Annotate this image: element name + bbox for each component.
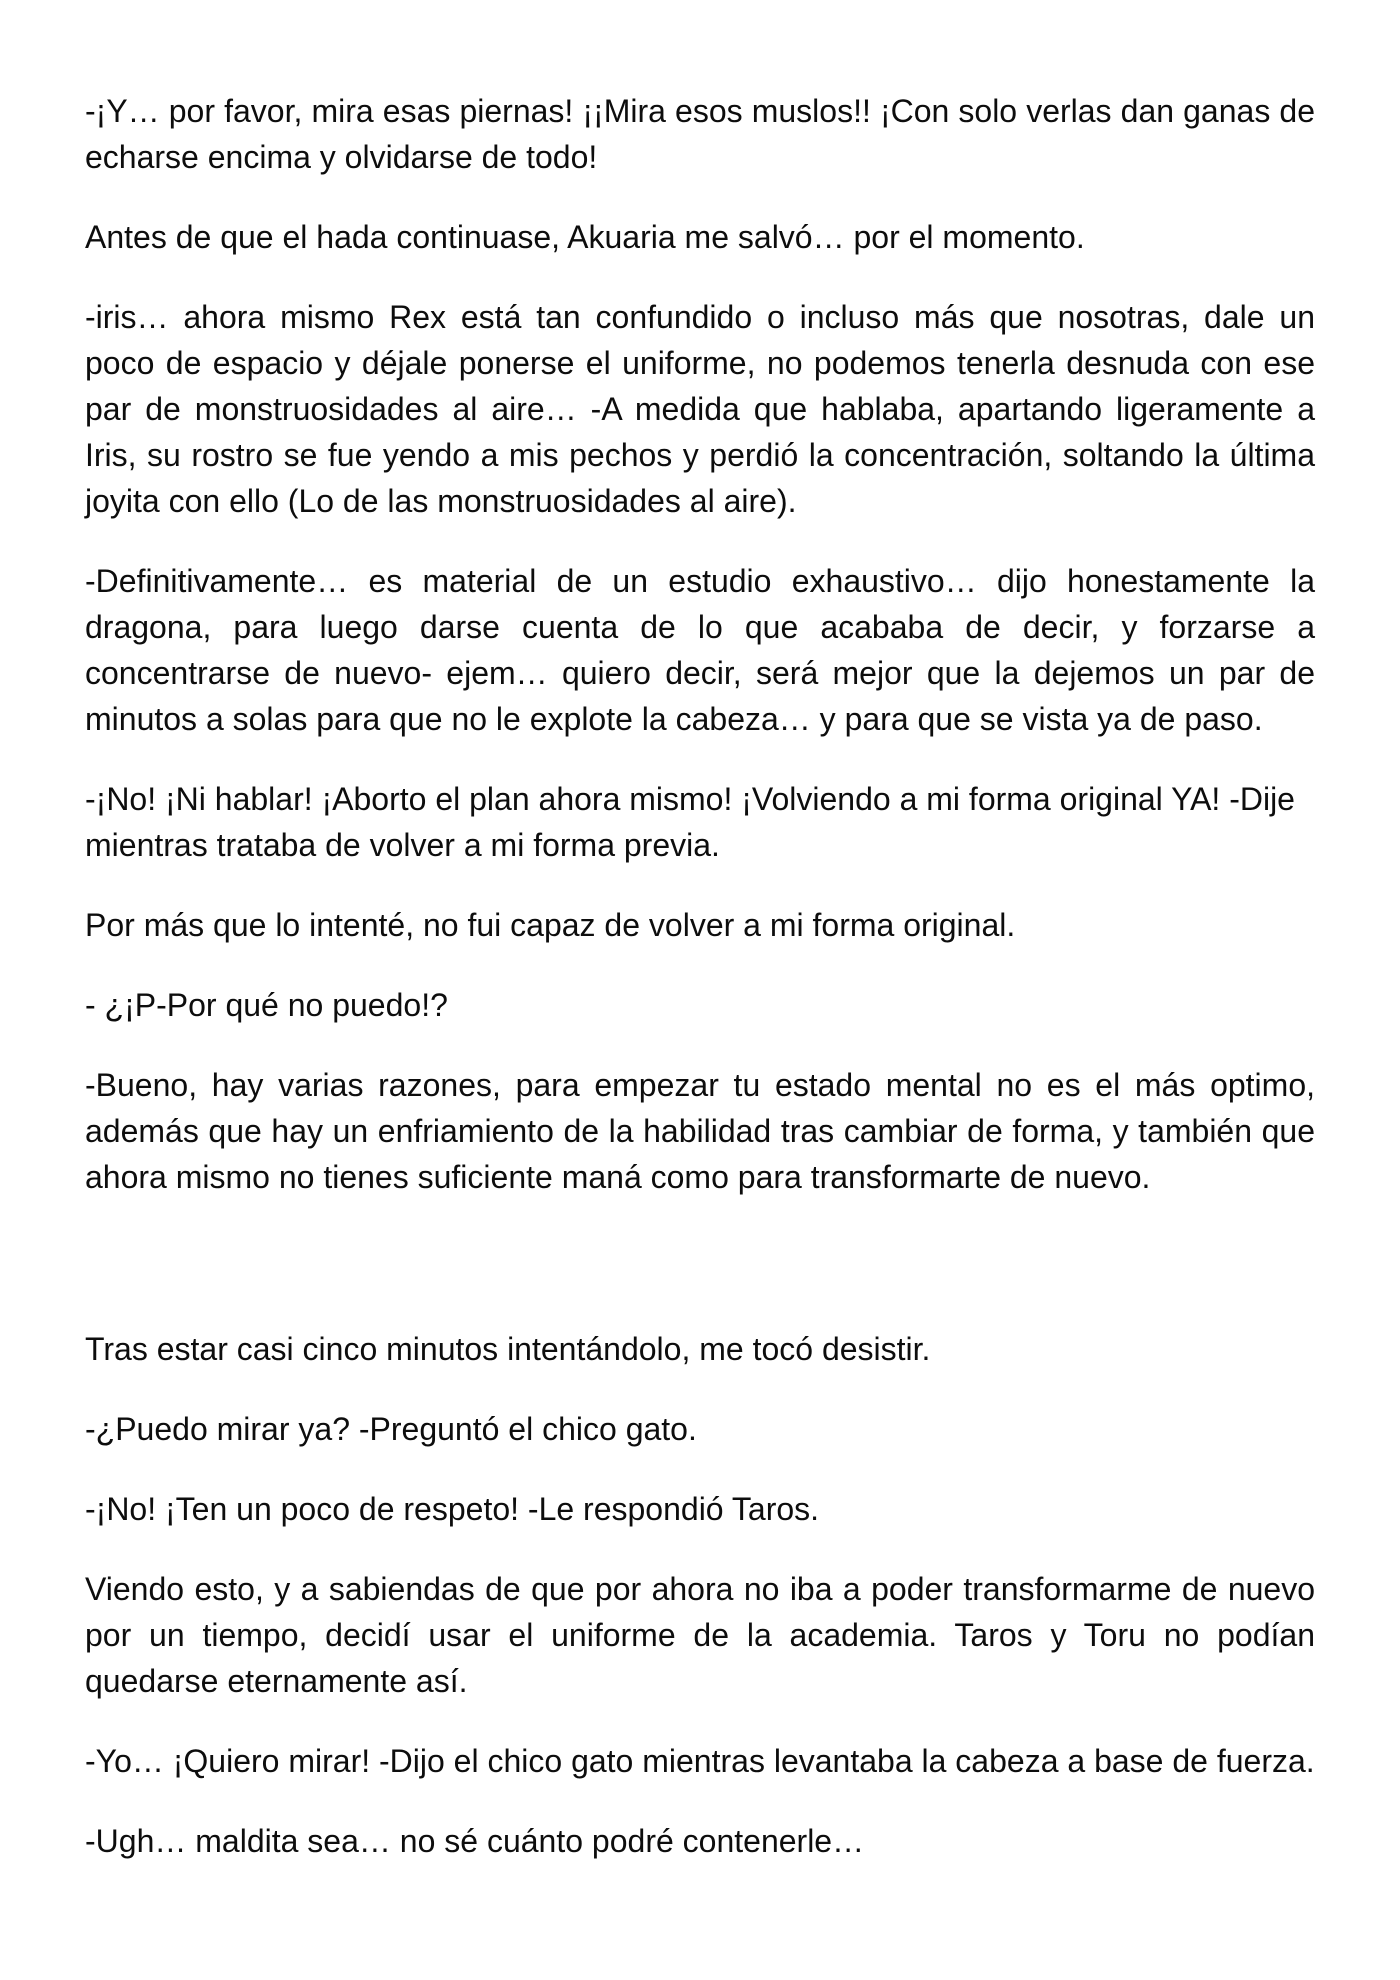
- paragraph: -Yo… ¡Quiero mirar! -Dijo el chico gato mientras levantaba la cabeza a base de fuerza.: [85, 1743, 1315, 1779]
- paragraph: -¡No! ¡Ni hablar! ¡Aborto el plan ahora mismo! ¡Volviendo a mi forma original YA! -Dije mientras trataba de volver a mi forma previa.: [85, 781, 1295, 863]
- paragraph: -Bueno, hay varias razones, para empezar tu estado mental no es el más optimo, además que hay un enfriamiento de la habilidad tras cambiar de forma, y también que ahora mismo no tienes suficiente maná como para transformarte de nuevo.: [85, 1067, 1315, 1195]
- paragraph: Viendo esto, y a sabiendas de que por ahora no iba a poder transformarme de nuevo por un tiempo, decidí usar el uniforme de la academia. Taros y Toru no podían quedarse eternamente así.: [85, 1571, 1315, 1699]
- paragraph: -¿Puedo mirar ya? -Preguntó el chico gato.: [85, 1411, 697, 1447]
- section-gap: [85, 1234, 1315, 1326]
- paragraph: - ¿¡P-Por qué no puedo!?: [85, 987, 448, 1023]
- paragraph: -¡No! ¡Ten un poco de respeto! -Le respondió Taros.: [85, 1491, 820, 1527]
- document-body: [85, 88, 1315, 1898]
- paragraph: Por más que lo intenté, no fui capaz de volver a mi forma original.: [85, 907, 1016, 943]
- paragraph: -Definitivamente… es material de un estudio exhaustivo… dijo honestamente la dragona, para luego darse cuenta de lo que acababa de decir, y forzarse a concentrarse de nuevo- ejem… quiero decir, será mejor que la dejemos un par de minutos a solas para que no le explote la cabeza… y para que se vista ya de paso.: [85, 563, 1315, 737]
- paragraph: Antes de que el hada continuase, Akuaria me salvó… por el momento.: [85, 219, 1085, 255]
- paragraph: Tras estar casi cinco minutos intentándolo, me tocó desistir.: [85, 1331, 931, 1367]
- paragraph: -Ugh… maldita sea… no sé cuánto podré contenerle…: [85, 1823, 865, 1859]
- paragraph: -iris… ahora mismo Rex está tan confundido o incluso más que nosotras, dale un poco de espacio y déjale ponerse el uniforme, no podemos tenerla desnuda con ese par de monstruosidades al aire… -A medida que hablaba, apartando ligeramente a Iris, su rostro se fue yendo a mis pechos y perdió la concentración, soltando la última joyita con ello (Lo de las monstruosidades al aire).: [85, 299, 1315, 519]
- paragraph: -¡Y… por favor, mira esas piernas! ¡¡Mira esos muslos!! ¡Con solo verlas dan ganas de echarse encima y olvidarse de todo!: [85, 93, 1315, 175]
